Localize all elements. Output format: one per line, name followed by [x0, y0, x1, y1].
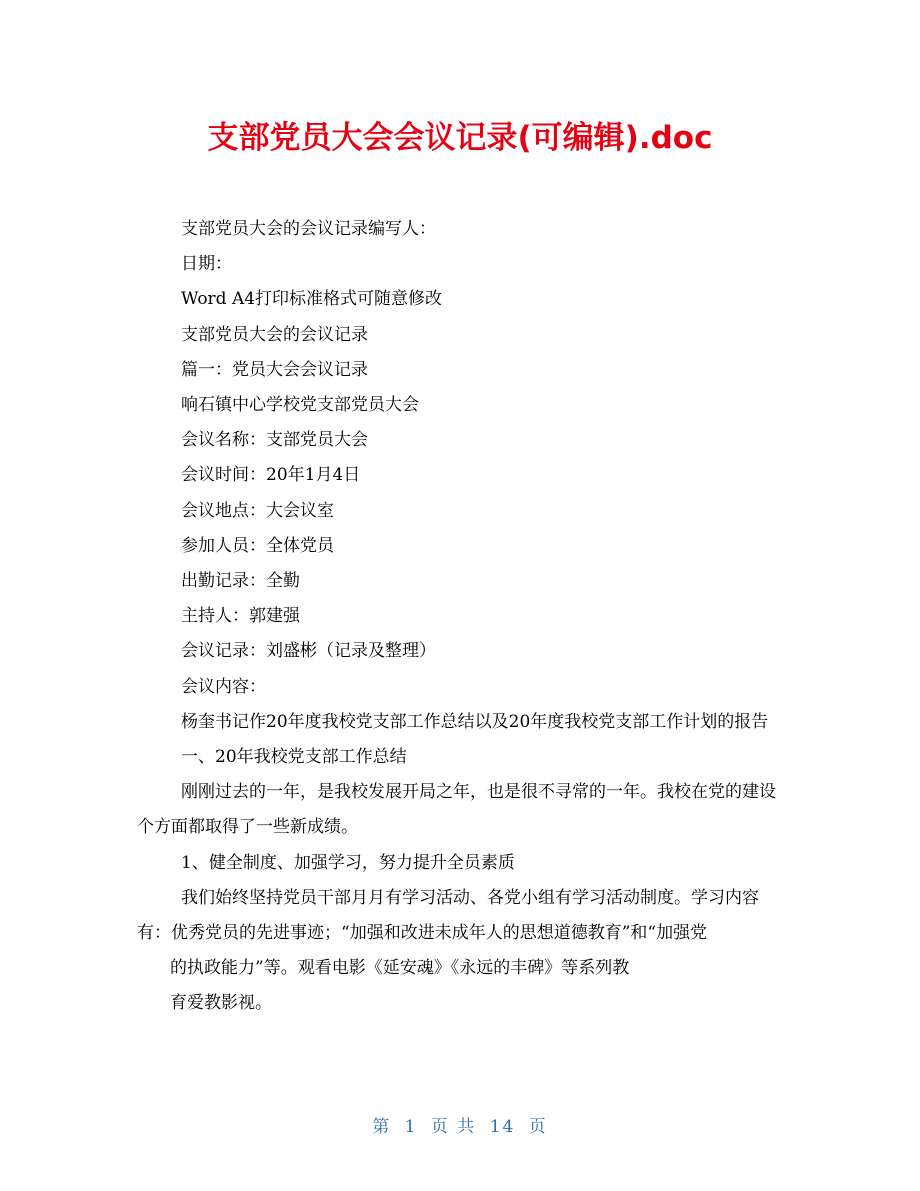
footer-mid: 页 共 [430, 1117, 477, 1137]
text-line: 日期： [181, 254, 232, 275]
footer-suffix: 页 [528, 1117, 548, 1137]
footer-prefix: 第 [372, 1117, 392, 1137]
text-line: 主持人：郭建强 [181, 606, 300, 627]
text-line: 会议记录：刘盛彬（记录及整理） [181, 641, 436, 662]
text-line: 参加人员：全体党员 [181, 535, 334, 556]
text-line: 会议时间：20年1月4日 [181, 465, 361, 486]
footer-total-pages: 14 [489, 1117, 516, 1137]
text-line: Word A4打印标准格式可随意修改 [181, 289, 443, 310]
text-line: 篇一：党员大会会议记录 [181, 359, 368, 380]
text-line: 支部党员大会的会议记录 [181, 324, 368, 345]
text-line: 1、健全制度、加强学习，努力提升全员素质 [181, 852, 515, 873]
text-line: 会议地点：大会议室 [181, 500, 334, 521]
text-line: 一、20年我校党支部工作总结 [181, 747, 407, 768]
text-line: 的执政能力”等。观看电影《延安魂》《永远的丰碑》等系列教 [170, 958, 630, 979]
text-line: 响石镇中心学校党支部党员大会 [181, 395, 419, 416]
text-line: 出勤记录：全勤 [181, 571, 300, 592]
text-line: 会议名称：支部党员大会 [181, 430, 368, 451]
text-line: 育爱教影视。 [170, 993, 272, 1014]
text-line: 会议内容： [181, 676, 266, 697]
text-paragraph: 刚刚过去的一年，是我校发展开局之年，也是很不寻常的一年。我校在党的建设个方面都取得了一些新成绩。 [137, 782, 776, 838]
page-footer [0, 1112, 920, 1137]
text-paragraph: 杨奎书记作20年度我校党支部工作总结以及20年度我校党支部工作计划的报告 [181, 711, 769, 732]
text-line: 支部党员大会的会议记录编写人： [181, 219, 436, 239]
document-title: 支部党员大会会议记录(可编辑).doc [207, 120, 713, 156]
footer-current-page: 1 [404, 1117, 418, 1137]
text-paragraph: 我们始终坚持党员干部月月有学习活动、各党小组有学习活动制度。学习内容有：优秀党员的先进事迹；“加强和改进未成年人的思想道德教育”和“加强党 [137, 887, 759, 944]
document-body [137, 212, 783, 1022]
